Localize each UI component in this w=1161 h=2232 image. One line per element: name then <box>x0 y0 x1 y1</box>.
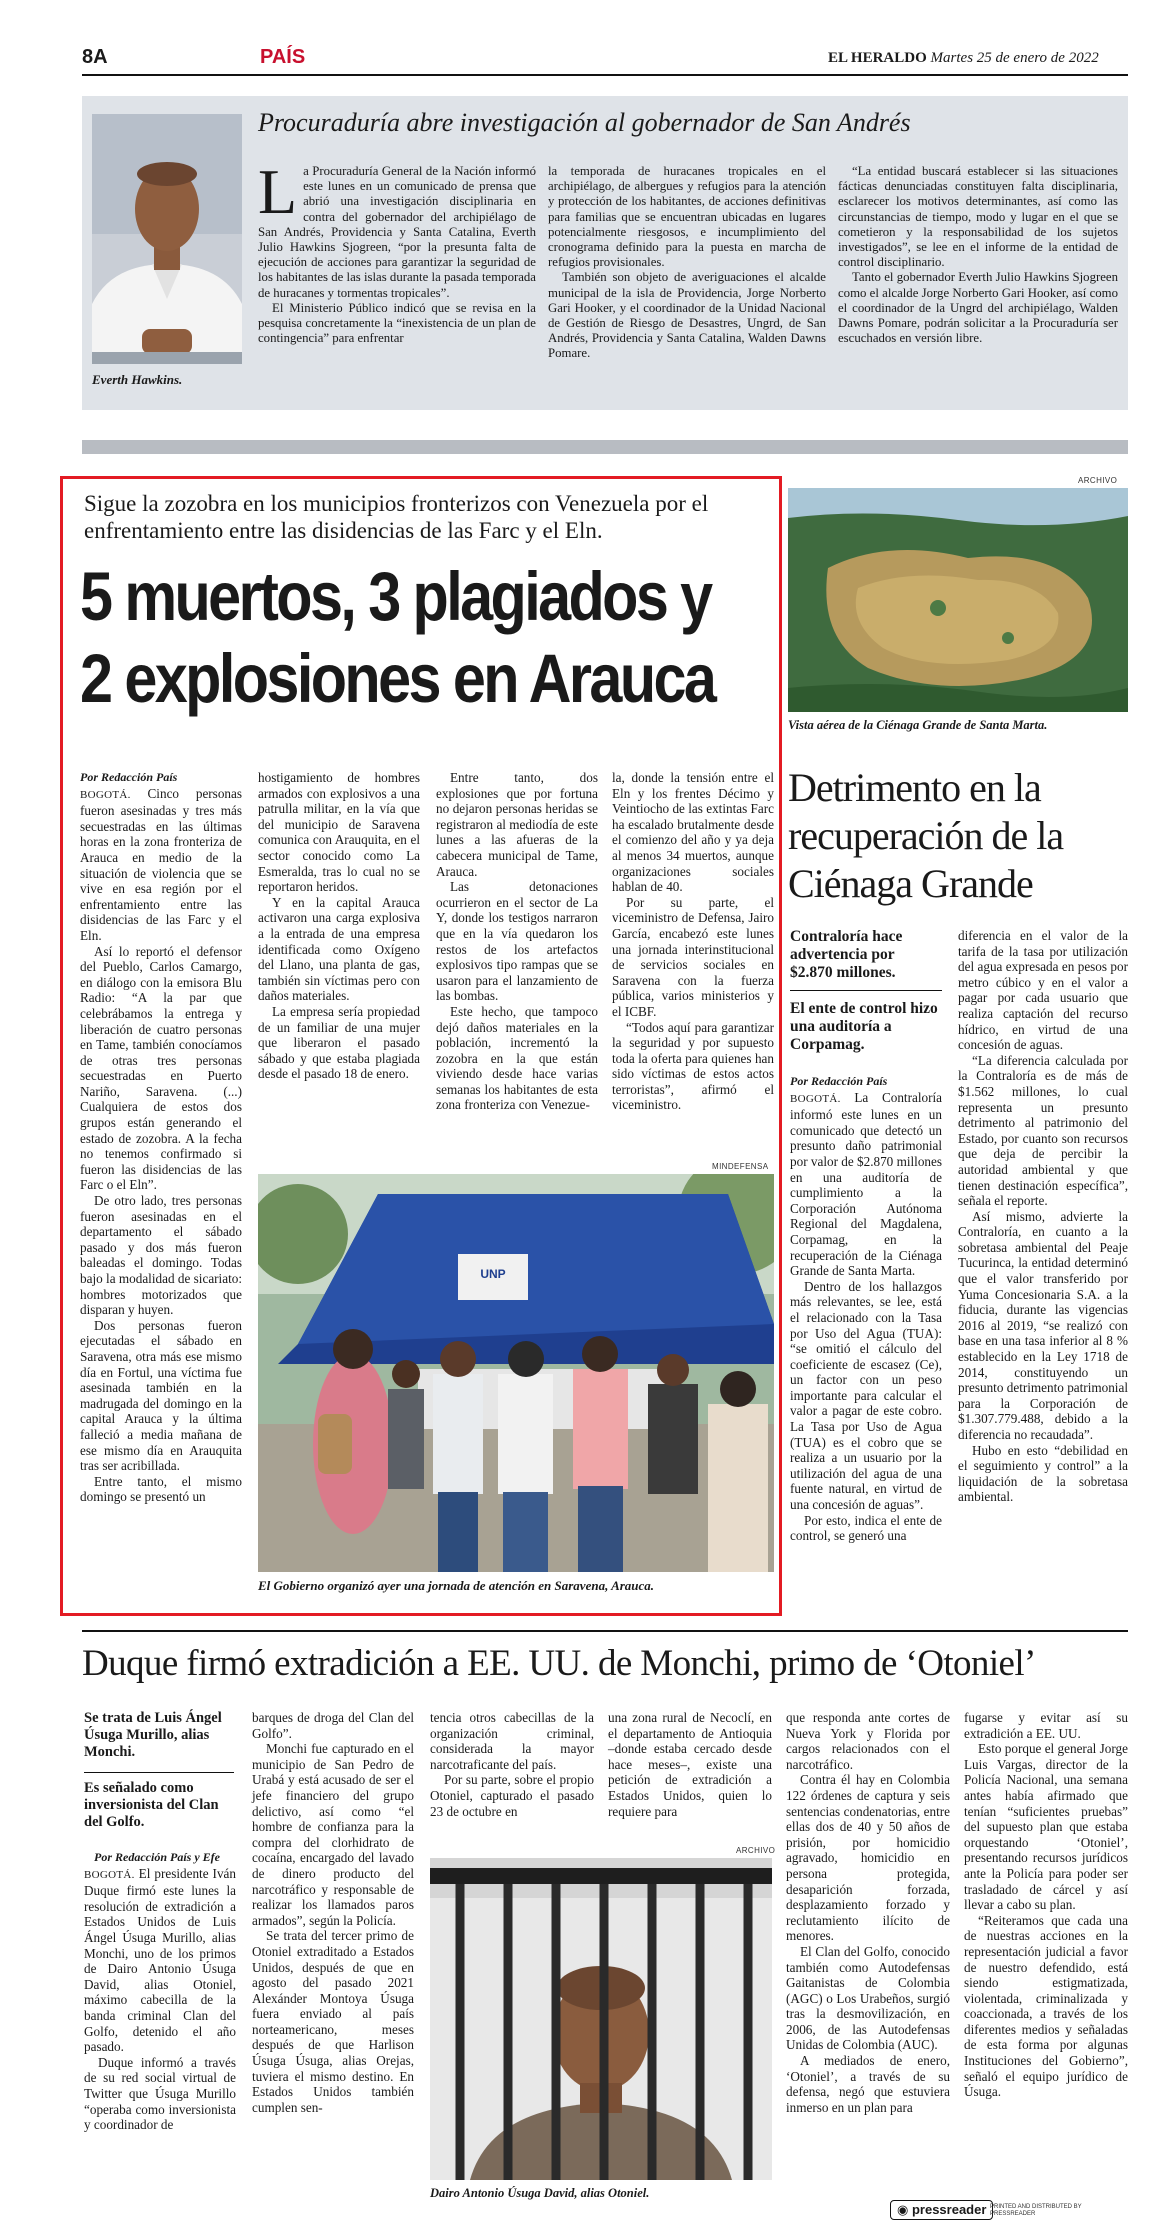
cienaga-caption: Vista aérea de la Ciénaga Grande de Santa Marta. <box>788 718 1048 732</box>
paragraph: De otro lado, tres personas fueron asesinadas en el departamento el sábado pasado y dos más fueron baleadas el domingo. Todas bajo la modalidad de sicariato: hombres motorizados que disparan y huyen. <box>80 1193 242 1318</box>
paragraph <box>80 786 242 944</box>
saravena-caption: El Gobierno organizó ayer una jornada de atención en Saravena, Arauca. <box>258 1578 655 1593</box>
monchi-col-4 <box>608 1710 772 1819</box>
paragraph: Por esto, indica el ente de control, se generó una <box>790 1512 942 1544</box>
header-rule <box>82 74 1128 76</box>
arauca-headline-line-1: 5 muertos, 3 plagiados y <box>80 558 711 635</box>
lead-text: La Contraloría informó este lunes en un comunicado que detectó un presunto daño patrimonial por valor de $2.870 millones en una auditoría de cumplimiento a la Corporación Autónoma Regional del Magdalena, Corpamag, en la recuperación de la Ciénaga Grande de Santa Marta. <box>790 1089 942 1279</box>
saravena-photo <box>258 1174 774 1572</box>
paragraph: También son objeto de averiguaciones el alcalde municipal de la isla de Providencia, Jorge Norberto Gari Hooker, y el coordinador de la Unidad Nacional de Gestión de Riesgo de Desastres, Ungrd, de San Andrés, Providencia y Santa Catalina, Walden Dawns Pomare. <box>548 270 826 361</box>
paragraph: a Procuraduría General de la Nación informó este lunes en un comunicado de prensa que abrió una investigación disciplinaria en contra del gobernador del archipiélago de San Andrés, Providencia y Santa Catalina, Everth Julio Hawkins Sjogreen, “por la presunta falta de ejecución de acciones para garantizar la seguridad de los habitantes de las islas durante la pasada temporada de huracanes y tormentas tropicales”. <box>258 164 536 300</box>
byline: Por Redacción País y Efe <box>94 1850 220 1864</box>
paragraph: hostigamiento de hombres armados con explosivos a una patrulla militar, en la vía que del municipio de Saravena comunica con Arauquita, en el sector conocido como La Esmeralda, tras lo cual no se reportaron heridos. <box>258 770 420 895</box>
dateline: BOGOTÁ. <box>80 788 131 801</box>
paragraph: Tanto el gobernador Everth Julio Hawkins Sjogreen como el alcalde Jorge Norberto Gari Hooker, así como el coordinador de la Ungrd del archipiélago, Walden Dawns Pomare, podrán solicitar a la Procuraduría ser escuchados en versión libre. <box>838 270 1118 346</box>
paragraph: “Todos aquí para garantizar la seguridad y por supuesto toda la oferta para quienes han sido víctimas de estos actos terroristas”, afirmó el viceministro. <box>612 1019 774 1113</box>
hawkins-photo <box>92 114 242 364</box>
paragraph: tencia otros cabecillas de la organización criminal, considerada la mayor narcotraficante del país. <box>430 1710 594 1772</box>
paragraph: Hubo en esto “debilidad en el seguimiento y control” a la liquidación de la sobretasa ambiental. <box>958 1442 1128 1505</box>
paragraph: Contra él hay en Colombia 122 órdenes de captura y seis sentencias condenatorias, entre ellas dos de 40 y 50 años de prisión, por homicidio agravado, homicidio en persona protegida, desaparición forzada, desplazamiento forzado y reclutamiento ilícito de menores. <box>786 1772 950 1944</box>
monchi-headline: Duque firmó extradición a EE. UU. de Monchi, primo de ‘Otoniel’ <box>82 1643 1036 1684</box>
paragraph: Así mismo, advierte la Contraloría, en cuanto a la sobretasa ambiental del Peaje Tucurinca, la entidad determinó que el valor transferido por Yuma Concesionaria S.A. a la fiducia, durante las vigencias 2016 al 2019, “se realizó con base en una tasa inferior al 8 % establecido en la Ley 1718 de 2014, constituyendo un presunto detrimento patrimonial para la Corporación de $1.307.779.488, debido a la diferencia no recaudada”. <box>958 1208 1128 1442</box>
paragraph: fugarse y evitar así su extradición a EE. UU. <box>964 1710 1128 1741</box>
monchi-col-5 <box>786 1710 950 2115</box>
paragraph: Y en la capital Arauca activaron una carga explosiva a la entrada de una empresa identificada como Oxígeno del Llano, una planta de gas, también sin víctimas pero con daños materiales. <box>258 894 420 1004</box>
arauca-kicker: Sigue la zozobra en los municipios fronterizos con Venezuela por el enfrentamiento entre las disidencias de las Farc y el Eln. <box>84 491 709 543</box>
pressreader-brand: pressreader <box>911 2202 987 2217</box>
paragraph: Dentro de los hallazgos más relevantes, se lee, está el relacionado con la Tasa por Uso del Agua (TUA): “se omitió el cálculo del coeficiente de escasez (Ce), un factor con un peso importante para calcular el valor a pagar de este cobro. La Tasa por Uso de Agua (TUA) es el cobro que se realiza a un usuario por la utilización del agua de una fuente natural, en virtud de una concesión de aguas”. <box>790 1278 942 1513</box>
paragraph: Dos personas fueron ejecutadas el sábado en Saravena, otra más ese mismo día en Fortul, una víctima fue asesinada también en la madrugada del domingo en la capital Arauca y la última falleció a media mañana de ese mismo día en Arauquita tras ser acribillada. <box>80 1317 242 1474</box>
paper-name <box>828 50 1099 67</box>
procuraduria-col-1 <box>258 156 536 346</box>
sidebar-rule <box>84 1772 234 1773</box>
dateline: BOGOTÁ. <box>790 1092 841 1105</box>
paragraph: Por su parte, sobre el propio Otoniel, capturado el pasado 23 de octubre en <box>430 1772 594 1819</box>
monchi-sidebar-2: Es señalado como inversionista del Clan del Golfo. <box>84 1780 219 1830</box>
monchi-col-3 <box>430 1710 594 1819</box>
cienaga-aerial-photo <box>788 488 1128 712</box>
paragraph: Duque informó a través de su red social virtual de Twitter que Úsuga Murillo “operaba como inversionista y coordinador de <box>84 2054 236 2133</box>
dateline: BOGOTÁ. <box>84 1868 135 1881</box>
paper-title: EL HERALDO <box>828 50 927 66</box>
cienaga-col-2 <box>958 928 1128 1505</box>
paragraph: “La entidad buscará establecer si las situaciones fácticas denunciadas constituyen falta disciplinaria, esclarecer los motivos determinantes, así como las circunstancias de tiempo, modo y lugar en el que se cometieron y la responsabilidad de los sujetos investigados”, se lee en el informe de la entidad de control disciplinario. <box>838 164 1118 270</box>
paragraph: Monchi fue capturado en el municipio de San Pedro de Urabá y está acusado de ser el jefe financiero del grupo delictivo, así como “el hombre de confianza para la compra del clorhidrato de cocaína, encargado del lavado de dinero producto del narcotráfico y responsable de realizar los llamados paros armados”, según la Policía. <box>252 1741 414 1928</box>
pressreader-logo[interactable] <box>890 2200 993 2220</box>
paragraph: que responda ante cortes de Nueva York y Florida por cargos relacionados con el narcotráfico. <box>786 1710 950 1772</box>
paragraph <box>790 1090 942 1279</box>
cienaga-sidebar-2: El ente de control hizo una auditoría a Corpamag. <box>790 1000 938 1053</box>
paragraph <box>84 1866 236 2055</box>
paragraph: Entre tanto, dos explosiones que por fortuna no dejaron personas heridas se registraron al mediodía de este lunes a las afueras de la cabecera municipal de Tame, Arauca. <box>436 770 598 879</box>
paragraph: A mediados de enero, ‘Otoniel’, a través de su defensa, negó que estuviera inmerso en un plan para <box>786 2053 950 2115</box>
paragraph: la, donde la tensión entre el Eln y los frentes Décimo y Veintiocho de las extintas Farc ha escalado brutalmente desde el comienzo del año y ya deja al menos 34 muertos, aunque organizaciones sociales hablan de 40. <box>612 770 774 895</box>
hawkins-caption: Everth Hawkins. <box>92 372 183 387</box>
paragraph: Este hecho, que tampoco dejó daños materiales en la población, incrementó la zozobra en la que están viviendo desde hace varias semanas los habitantes de esta zona fronteriza con Venezue- <box>436 1003 598 1113</box>
cienaga-sidebar-1: Contraloría hace advertencia por $2.870 millones. <box>790 928 903 981</box>
sidebar-rule <box>790 990 942 991</box>
pressreader-fine-print: PRINTED AND DISTRIBUTED BY PRESSREADER <box>990 2204 1082 2217</box>
arauca-headline <box>80 556 715 720</box>
monchi-col-6 <box>964 1710 1128 2100</box>
issue-date: Martes 25 de enero de 2022 <box>930 50 1099 66</box>
otoniel-caption: Dairo Antonio Úsuga David, alias Otoniel. <box>430 2186 650 2200</box>
paragraph: Así lo reportó el defensor del Pueblo, Carlos Camargo, en diálogo con la emisora Blu Radio: “A la par que celebrábamos la entrega y liberación de cuatro personas en Tame, también conocíamos de otras tres personas secuestradas en Puerto Nariño, Saravena. (...) Cualquiera de estos dos grupos están generando el estado de zozobra. A la fecha no tenemos confirmado si fueron las disidencias de las Farc o el Eln”. <box>80 943 242 1193</box>
photo-credit: MINDEFENSA <box>712 1162 769 1171</box>
byline: Por Redacción País <box>80 770 178 784</box>
procuraduria-headline: Procuraduría abre investigación al gobernador de San Andrés <box>258 108 911 137</box>
otoniel-photo-credit: ARCHIVO <box>736 1846 776 1855</box>
lead-text: Cinco personas fueron asesinadas y tres más secuestradas en las últimas horas en la zona fronteriza de Arauca en medio de la situación de violencia que se vive en esa región por el enfrentamiento entre las disidencias de las Farc y el Eln. <box>80 785 242 943</box>
monchi-col-2 <box>252 1710 414 2115</box>
lead-text: El presidente Iván Duque firmó este lunes la resolución de extradición a Estados Unidos de Luis Ángel Úsuga Murillo, alias Monchi, uno de los primos de Dairo Antonio Úsuga David, alias Otoniel, máximo cabecilla de la banda criminal Clan del Golfo, detenido el año pasado. <box>84 1865 236 2055</box>
pressreader-icon: ◉ <box>897 2202 909 2217</box>
paragraph: una zona rural de Necoclí, en el departamento de Antioquia –donde estaba cercado desde hace meses–, existe una petición de extradición a Estados Unidos, quien lo requiere para <box>608 1710 772 1819</box>
procuraduria-col-2 <box>548 164 826 362</box>
paragraph: Esto porque el general Jorge Luis Vargas, director de la Policía Nacional, una semana antes había afirmado que tenían “suficientes pruebas” del supuesto plan que estaba orquestando ‘Otoniel’, presentando recursos jurídicos ante la Policía para poder ser trasladado de cárcel y así llevar a cabo su plan. <box>964 1741 1128 1913</box>
arauca-col-1 <box>80 770 242 1505</box>
cienaga-col-1 <box>790 1070 942 1544</box>
arauca-col-4 <box>612 770 774 1113</box>
procuraduria-col-3 <box>838 164 1118 346</box>
paragraph: El Ministerio Público indicó que se revisa en la pesquisa concretamente la “inexistencia de un plan de contingencia” para enfrentar <box>258 300 536 346</box>
arauca-headline-line-2: 2 explosiones en Arauca <box>80 640 715 717</box>
paragraph: Se trata del tercer primo de Otoniel extraditado a Estados Unidos, después de que en agosto del pasado 2021 Alexánder Montoya Úsuga fuera enviado al país norteamericano, meses después de que Harlison Úsuga Úsuga, alias Orejas, tuviera el mismo destino. En Estados Unidos también cumplen sen- <box>252 1928 414 2115</box>
paragraph: “La diferencia calculada por la Contraloría es de más de $1.562 millones, lo cual representa un presunto detrimento al patrimonio del Estado, por cuanto son recursos que deja de percibir la autoridad ambiental y que tienen destinación específica”, señala el reporte. <box>958 1052 1128 1209</box>
paragraph: Por su parte, el viceministro de Defensa, Jairo García, encabezó este lunes una jornada interinstitucional de servicios sociales en Saravena con la fuerza pública, varios ministerios y el ICBF. <box>612 894 774 1019</box>
arauca-col-3 <box>436 770 598 1113</box>
page-number: 8A <box>82 46 108 68</box>
paragraph: la temporada de huracanes tropicales en el archipiélago, de albergues y refugios para la atención y protección de los habitantes, de acciones definitivas para familias que se encuentran ubicadas en lugares potencialmente riesgosos, e incumplimiento del cronograma definido para la puesta en marcha de refugios provisionales. <box>548 164 826 270</box>
monchi-col-1 <box>84 1850 236 2133</box>
cienaga-headline: Detrimento en la recuperación de la Ciénaga Grande <box>788 765 1064 906</box>
dropcap: L <box>258 156 298 227</box>
paragraph: “Reiteramos que cada una de nuestras acciones en la representación judicial a favor de nuestro defendido, está siendo estigmatizada, violentada, criminalizada y coaccionada, a través de los diferentes medios y señaladas de esta forma por algunas Instituciones del Gobierno”, señaló el equipo jurídico de Úsuga. <box>964 1912 1128 2100</box>
story4-rule <box>82 1630 1128 1632</box>
cienaga-photo-credit: ARCHIVO <box>1078 476 1118 485</box>
monchi-sidebar-1: Se trata de Luis Ángel Úsuga Murillo, alias Monchi. <box>84 1710 222 1760</box>
paragraph: barques de droga del Clan del Golfo”. <box>252 1710 414 1741</box>
paragraph: Las detonaciones ocurrieron en el sector de La Y, donde los testigos narraron que en la vía quedaron los restos de los artefactos explosivos tipo rampas que se usaron para el lanzamiento de las bombas. <box>436 879 598 1004</box>
paragraph: El Clan del Golfo, conocido también como Autodefensas Gaitanistas de Colombia (AGC) o Los Urabeños, surgió tras la desmovilización, en 2006, de las Autodefensas Unidas de Colombia (AUC). <box>786 1943 950 2053</box>
paragraph: diferencia en el valor de la tarifa de la tasa por utilización del agua expresada en pesos por metro cúbico y en el valor a pagar por cada usuario que realiza captación del recurso hídrico, en virtud de una concesión de aguas. <box>958 928 1128 1053</box>
byline: Por Redacción País <box>790 1074 888 1088</box>
paragraph: Entre tanto, el mismo domingo se presentó un <box>80 1473 242 1505</box>
section-divider <box>82 440 1128 454</box>
otoniel-photo <box>430 1858 772 2180</box>
paragraph: La empresa sería propiedad de un familiar de una mujer que liberaron el pasado sábado y que estaba plagiada desde el pasado 18 de enero. <box>258 1003 420 1082</box>
arauca-col-2 <box>258 770 420 1082</box>
tent-sign: UNP <box>480 1267 506 1281</box>
section-label: PAÍS <box>260 46 306 68</box>
